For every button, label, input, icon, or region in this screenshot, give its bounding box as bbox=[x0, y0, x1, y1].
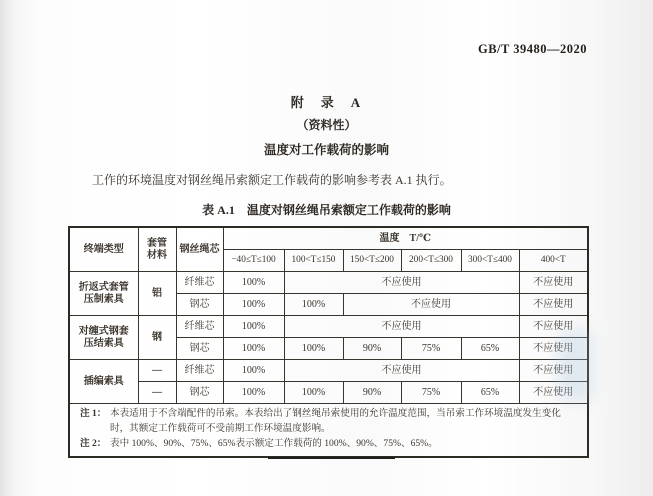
table-cell: 100% bbox=[223, 338, 284, 360]
col-header-sleeve-line2: 材料 bbox=[147, 249, 167, 261]
table-cell: 90% bbox=[343, 382, 401, 404]
col-header-range-4: 200<T≤300 bbox=[401, 250, 461, 272]
core-cell: 钢芯 bbox=[176, 338, 223, 360]
material-cell: — bbox=[138, 360, 176, 382]
terminal-name-line2: 压制索具 bbox=[83, 293, 124, 305]
table-row bbox=[69, 360, 588, 382]
standard-code: GB/T 39480—2020 bbox=[477, 42, 587, 56]
terminal-type-cell bbox=[69, 272, 138, 316]
core-cell: 纤维芯 bbox=[176, 316, 223, 338]
note-1-label: 注 1： bbox=[80, 408, 107, 419]
table-cell: 不应使用 bbox=[519, 382, 588, 404]
table-notes bbox=[69, 404, 588, 457]
table-cell: 100% bbox=[223, 382, 284, 404]
appendix-title: 温度对工作载荷的影响 bbox=[263, 143, 389, 157]
table-cell: 100% bbox=[223, 294, 284, 316]
core-cell: 纤维芯 bbox=[176, 272, 223, 294]
footer-divider bbox=[268, 457, 395, 459]
col-header-range-6: 400<T bbox=[519, 250, 588, 272]
table-cell: 90% bbox=[343, 338, 401, 360]
body-paragraph: 工作的环境温度对钢丝绳吊索额定工作载荷的影响参考表 A.1 执行。 bbox=[92, 173, 452, 187]
appendix-heading: 附 录 A bbox=[290, 95, 363, 110]
table-cell: 不应使用 bbox=[519, 316, 588, 338]
terminal-name-line1: 对缠式钢套 bbox=[78, 326, 129, 337]
col-header-range-1: −40≤T≤100 bbox=[223, 250, 284, 272]
col-header-sleeve-material bbox=[138, 227, 176, 272]
table-caption: 表 A.1 温度对钢丝绳吊索额定工作载荷的影响 bbox=[202, 203, 451, 217]
col-header-range-5: 300<T≤400 bbox=[461, 250, 519, 272]
core-cell: 钢芯 bbox=[176, 294, 223, 316]
table-cell: 75% bbox=[401, 382, 461, 404]
table-cell: 不应使用 bbox=[284, 316, 519, 338]
table-cell: 100% bbox=[223, 360, 284, 382]
table-cell: 65% bbox=[461, 338, 519, 360]
terminal-name-line1: 插编索具 bbox=[83, 375, 124, 387]
col-header-terminal-type: 终端类型 bbox=[69, 227, 138, 272]
table-cell: 100% bbox=[284, 294, 343, 316]
terminal-name-line2: 压结索具 bbox=[83, 337, 124, 349]
col-header-rope-core: 钢丝绳芯 bbox=[176, 227, 223, 272]
notes-row bbox=[69, 404, 588, 457]
table-row bbox=[69, 272, 588, 294]
table-row bbox=[69, 316, 588, 338]
table-cell: 不应使用 bbox=[284, 360, 519, 382]
title-block bbox=[0, 0, 653, 158]
table-cell: 不应使用 bbox=[519, 272, 588, 294]
note-1-text: 本表适用于不含端配件的吊索。本表给出了钢丝绳吊索使用的允许温度范围，当吊索工作环境温度发生变化时，其额定工作载荷可不受前期工作环境温度影响。 bbox=[110, 408, 561, 434]
note-2 bbox=[80, 437, 579, 452]
header-row-1 bbox=[69, 227, 588, 250]
note-2-label: 注 2： bbox=[80, 437, 107, 449]
informative-label: （资料性） bbox=[296, 118, 357, 132]
note-1 bbox=[80, 407, 579, 437]
col-header-sleeve-line1: 套管 bbox=[147, 238, 167, 249]
table-row bbox=[69, 382, 588, 404]
material-cell: 铝 bbox=[138, 272, 176, 316]
col-header-temperature: 温度 T/℃ bbox=[223, 227, 588, 250]
table-cell: 不应使用 bbox=[519, 338, 588, 360]
core-cell: 纤维芯 bbox=[176, 360, 223, 382]
terminal-type-cell bbox=[69, 316, 138, 360]
core-cell: 钢芯 bbox=[176, 382, 223, 404]
temperature-load-table bbox=[68, 226, 589, 458]
table-cell: 不应使用 bbox=[519, 360, 588, 382]
table-cell: 不应使用 bbox=[343, 294, 519, 316]
table-cell: 不应使用 bbox=[284, 272, 519, 294]
table-cell: 65% bbox=[461, 382, 519, 404]
table-cell: 100% bbox=[284, 382, 343, 404]
scan-artifact bbox=[558, 330, 592, 402]
table-cell: 75% bbox=[401, 338, 461, 360]
table-cell: 100% bbox=[223, 272, 284, 294]
terminal-type-cell bbox=[69, 360, 138, 404]
col-header-range-3: 150<T≤200 bbox=[343, 250, 401, 272]
table-cell: 不应使用 bbox=[519, 294, 588, 316]
col-header-range-2: 100<T≤150 bbox=[284, 250, 343, 272]
table-cell: 100% bbox=[223, 316, 284, 338]
note-2-text: 表中 100%、90%、75%、65%表示额定工作载荷的 100%、90%、75%、65%。 bbox=[110, 437, 438, 449]
terminal-name-line1: 折返式套管 bbox=[78, 282, 129, 293]
material-cell: — bbox=[138, 382, 176, 404]
table-cell: 100% bbox=[284, 338, 343, 360]
material-cell: 钢 bbox=[138, 316, 176, 360]
